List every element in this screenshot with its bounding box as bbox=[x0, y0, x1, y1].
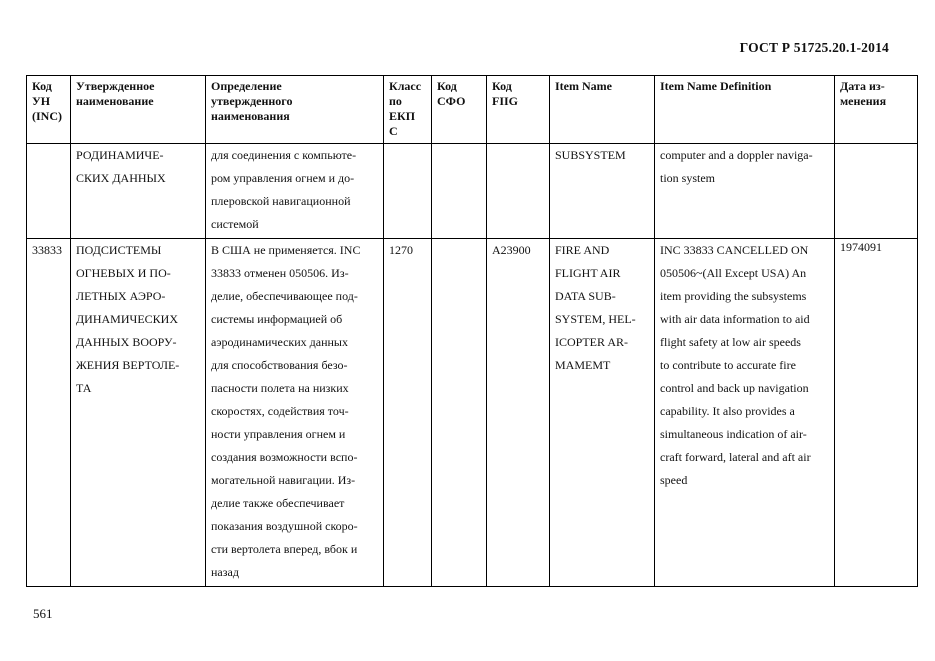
cell-change-date bbox=[835, 144, 918, 239]
cell-inc bbox=[27, 144, 71, 239]
header-class: Класс по ЕКП С bbox=[384, 76, 432, 144]
cell-item-name-definition: INC 33833 CANCELLED ON 050506~(All Except USA) An item providing the subsystems with air data information to aid flight safety at low air speeds to contribute to accurate fire control and back up navigation capability. It also provides a simultaneous indication of air- craft forward, lateral and aft air speed bbox=[655, 239, 835, 587]
cell-approved-name: ПОДСИСТЕМЫ ОГНЕВЫХ И ПО- ЛЕТНЫХ АЭРО- ДИНАМИЧЕСКИХ ДАННЫХ ВООРУ- ЖЕНИЯ ВЕРТОЛЕ- ТА bbox=[71, 239, 206, 587]
cell-definition: для соединения с компьюте- ром управления огнем и до- плеровской навигационной системой bbox=[206, 144, 384, 239]
cell-inc: 33833 bbox=[27, 239, 71, 587]
cell-definition: В США не применяется. INC 33833 отменен 050506. Из- делие, обеспечивающее под- системы информацией об аэродинамических данных для способствования безо- пасности полета на низких скоростях, содействия точ- ности управления огнем и создания возможности вспо- могательной навигации. Из- делие также обеспечивает показания воздушной скоро- сти вертолета вперед, вбок и назад bbox=[206, 239, 384, 587]
cell-fiig: A23900 bbox=[487, 239, 550, 587]
header-sfo: Код СФО bbox=[432, 76, 487, 144]
cell-sfo bbox=[432, 239, 487, 587]
header-definition: Определение утвержденного наименования bbox=[206, 76, 384, 144]
cell-class: 1270 bbox=[384, 239, 432, 587]
header-item-name-definition: Item Name Definition bbox=[655, 76, 835, 144]
cell-fiig bbox=[487, 144, 550, 239]
header-item-name: Item Name bbox=[550, 76, 655, 144]
catalog-table bbox=[26, 75, 918, 587]
table-header-row bbox=[27, 76, 918, 144]
cell-item-name-definition: computer and a doppler naviga- tion system bbox=[655, 144, 835, 239]
document-title: ГОСТ Р 51725.20.1-2014 bbox=[739, 40, 889, 55]
cell-class bbox=[384, 144, 432, 239]
header-change-date: Дата из- менения bbox=[835, 76, 918, 144]
header-fiig: Код FIIG bbox=[487, 76, 550, 144]
cell-approved-name: РОДИНАМИЧЕ- СКИХ ДАННЫХ bbox=[71, 144, 206, 239]
cell-item-name: SUBSYSTEM bbox=[550, 144, 655, 239]
cell-sfo bbox=[432, 144, 487, 239]
header-inc: Код УН (INC) bbox=[27, 76, 71, 144]
cell-item-name: FIRE AND FLIGHT AIR DATA SUB- SYSTEM, HEL- ICOPTER AR- MAMEMT bbox=[550, 239, 655, 587]
cell-change-date: 1974091 bbox=[835, 239, 918, 587]
table-row bbox=[27, 144, 918, 239]
table-row bbox=[27, 239, 918, 587]
header-approved-name: Утвержденное наименование bbox=[71, 76, 206, 144]
page-number: 561 bbox=[33, 606, 53, 621]
